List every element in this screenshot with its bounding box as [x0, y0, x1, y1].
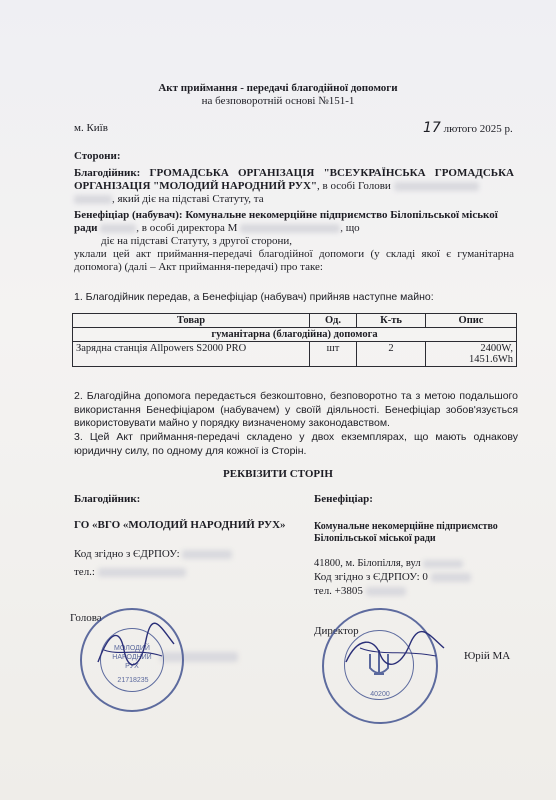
redacted-phone	[98, 568, 186, 577]
redacted-address	[423, 560, 463, 568]
right-org-line-2: Білопільської міської ради	[314, 533, 436, 544]
document-title: Акт приймання - передачі благодійної допомоги	[158, 82, 398, 94]
redacted-code	[431, 573, 471, 582]
clause-3: 3. Цей Акт приймання-передачі складено у двох екземплярах, що мають однакову юридичну силу, по одному для кожної із Сторін.	[74, 431, 518, 457]
table-group-row	[73, 328, 517, 342]
stamp-left-center: МОЛОДИЙ НАРОДНИЙ РУХ	[112, 645, 152, 670]
parties-heading: Сторони:	[74, 150, 121, 162]
right-edrpou-label: Код згідно з ЄДРПОУ: 0	[314, 571, 428, 583]
cell-desc-line-1: 2400W,	[480, 343, 513, 354]
date-day: 17	[423, 120, 441, 136]
goods-table-wrap	[72, 313, 517, 367]
clause-1: 1. Благодійник передав, а Бенефіціар (набувач) прийняв наступне майно:	[74, 291, 434, 303]
party-1-org: ГРОМАДСЬКА ОРГАНІЗАЦІЯ "ВСЕУКРАЇНСЬКА ГРОМАДСЬКА ОРГАНІЗАЦІЯ "МОЛОДИЙ НАРОДНИЙ РУХ"	[74, 167, 515, 192]
left-org: ГО «ВГО «МОЛОДИЙ НАРОДНИЙ РУХ»	[74, 519, 286, 531]
party-1-basis: , який діє на підставі Статуту, та	[112, 193, 264, 205]
right-sign-name: Юрій МА	[464, 650, 511, 662]
right-address-text: 41800, м. Білопілля, вул	[314, 558, 421, 569]
left-tel-label: тел.:	[74, 566, 95, 578]
date-month-year: лютого 2025 р.	[443, 123, 513, 135]
date	[423, 122, 513, 136]
table-header-row	[73, 314, 517, 328]
right-tel	[314, 585, 406, 598]
col-header-goods: Товар	[73, 314, 310, 328]
right-org	[314, 521, 498, 545]
right-address	[314, 558, 463, 569]
redacted-text	[100, 224, 136, 233]
signature-right	[340, 628, 450, 678]
city: м. Київ	[74, 122, 108, 134]
clause-2: 2. Благодійна допомога передається безкоштовно, безповоротно та з метою подальшого використання Бенефіціаром (набувачем) у своїй діяльності. Бенефіціар зобов'язується використовувати майно у порядку визначеному законодавством.	[74, 390, 518, 429]
right-edrpou	[314, 571, 471, 584]
right-heading: Бенефіціар:	[314, 493, 373, 505]
redacted-code	[182, 550, 232, 559]
table-group-label: гуманітарна (благодійна) допомога	[73, 328, 517, 342]
left-heading: Благодійник:	[74, 493, 141, 505]
stamp-left-code: 21718235	[117, 677, 149, 684]
cell-qty: 2	[357, 342, 426, 367]
goods-table	[72, 313, 517, 367]
cell-goods: Зарядна станція Allpowers S2000 PRO	[73, 342, 310, 367]
left-tel	[74, 566, 186, 579]
stamp-right-code: 40200	[370, 691, 390, 698]
col-header-qty: К-ть	[357, 314, 426, 328]
cell-desc-line-2: 1451.6Wh	[468, 354, 513, 365]
party-1-rep: , в особі Голови	[317, 180, 391, 192]
document-subtitle: на безповоротній основі №151-1	[201, 95, 355, 107]
table-row	[73, 342, 517, 367]
agreement-paragraph: уклали цей акт приймання-передачі благодійної допомоги (у складі якої є гуманітарна допомога) (далі – Акт приймання-передачі) про таке:	[74, 248, 514, 273]
party-2-label: Бенефіціар (набувач):	[74, 209, 183, 221]
right-tel-label: тел. +3805	[314, 585, 363, 597]
party-2-org: Комунальне некомерційне підприємство Білопільської міської ради	[74, 209, 498, 234]
party-2-rep-end: , що	[340, 222, 360, 234]
col-header-desc: Опис	[426, 314, 517, 328]
cell-unit: шт	[310, 342, 357, 367]
redacted-name	[394, 182, 479, 191]
party-2-paragraph	[74, 209, 514, 235]
right-org-line-1: Комунальне некомерційне підприємство	[314, 521, 498, 532]
party-1-paragraph	[74, 167, 514, 206]
party-1-label: Благодійник:	[74, 167, 141, 179]
col-header-unit: Од.	[310, 314, 357, 328]
left-edrpou-label: Код згідно з ЄДРПОУ:	[74, 548, 180, 560]
right-sign-label: Директор	[314, 625, 359, 637]
redacted-name	[74, 195, 112, 204]
redacted-name	[240, 224, 340, 233]
left-edrpou	[74, 548, 232, 561]
requisites-heading: РЕКВІЗИТИ СТОРІН	[223, 468, 333, 480]
party-2-rep: , в особі директора М	[136, 222, 238, 234]
cell-desc	[426, 342, 517, 367]
redacted-phone	[366, 587, 406, 596]
left-sign-label: Голова	[70, 612, 102, 624]
signature-left	[90, 620, 180, 680]
party-2-basis: діє на підставі Статуту, з другої сторони,	[101, 235, 293, 247]
